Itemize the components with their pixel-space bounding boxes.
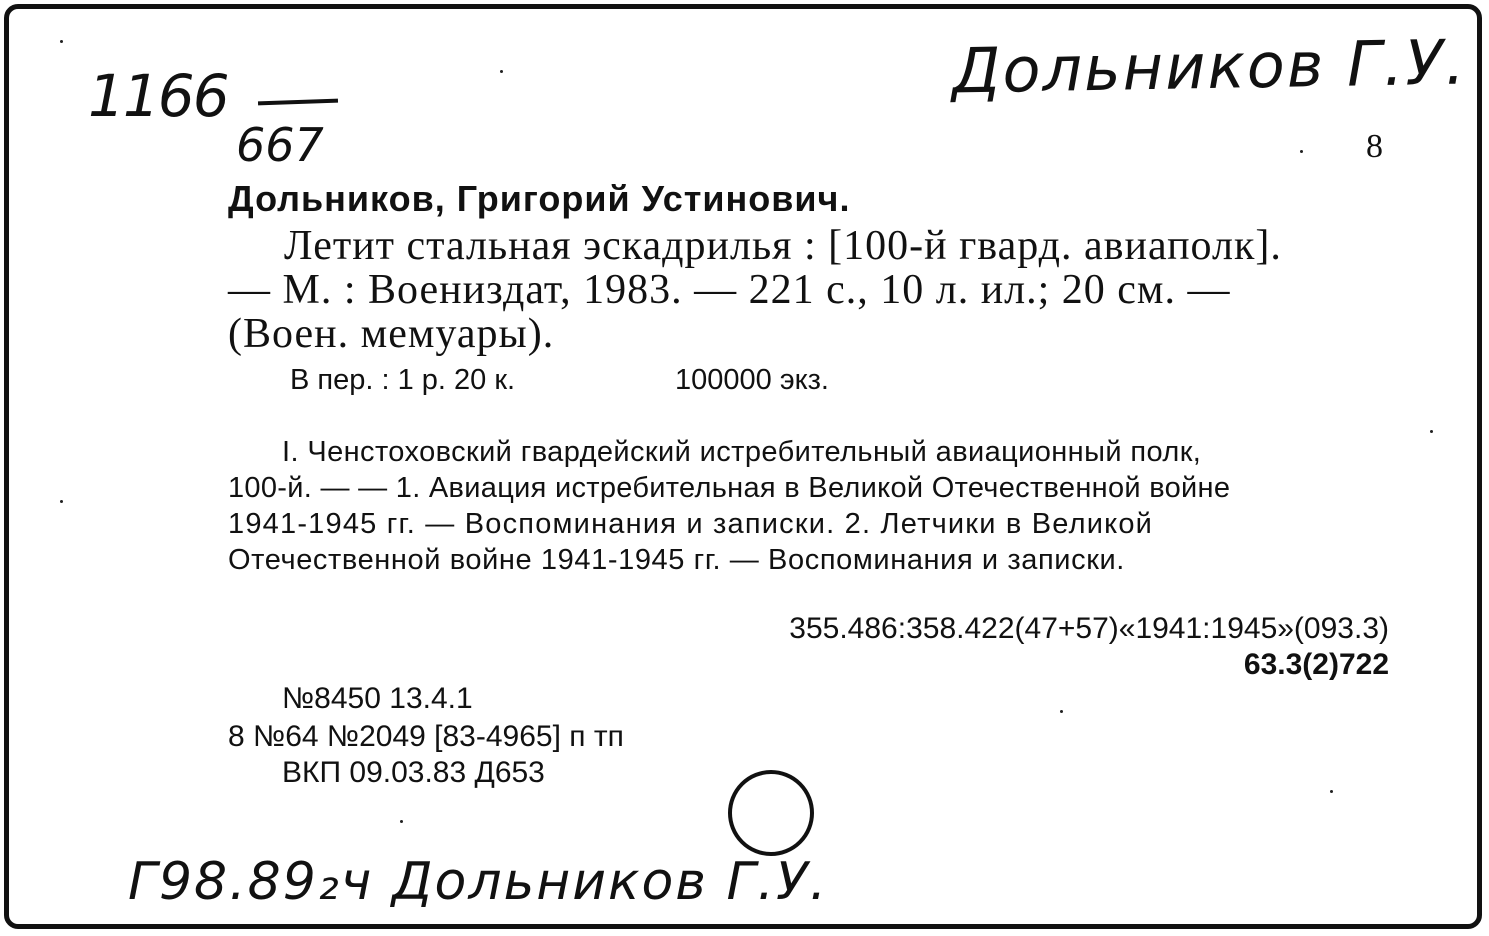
scan-speck [60,40,63,43]
card-number: 8 [1366,128,1383,165]
bbk-index: 63.3(2)722 [1243,648,1389,681]
scan-speck [60,500,63,503]
subject-line: Отечественной войне 1941-1945 гг. — Воспоминания и записки. [228,544,1125,576]
handwritten-author-top: Дольников Г.У. [951,25,1468,108]
service-line: №8450 13.4.1 [282,682,473,715]
scan-speck [1430,430,1433,433]
scan-speck [1330,790,1333,793]
card-punch-hole [728,770,814,856]
price-line: В пер. : 1 р. 20 к. [290,364,516,396]
description-line: Летит стальная эскадрилья : [100-й гвард. авиаполк]. [284,223,1282,269]
description-line: (Воен. мемуары). [228,311,555,357]
handwritten-bottom-note: Г98.89₂ч Дольников Г.У. [128,852,829,912]
author-heading: Дольников, Григорий Устинович. [228,178,851,219]
scan-speck [1300,150,1303,153]
service-line: 8 №64 №2049 [83-4965] п тп [228,720,624,753]
shelf-number-top: 1166 [88,62,228,130]
scan-speck [1060,710,1063,713]
shelf-number-bottom: 667 [236,118,324,172]
subject-line: I. Ченстоховский гвардейский истребительный авиационный полк, [282,436,1202,468]
udc-index: 355.486:358.422(47+57)«1941:1945»(093.3) [789,612,1389,645]
service-line: ВКП 09.03.83 Д653 [282,756,545,789]
scan-speck [400,820,403,823]
subject-line: 100-й. — — 1. Авиация истребительная в Великой Отечественной войне [228,472,1231,504]
copies-count: 100000 экз. [675,364,829,396]
handwritten-shelf-number [88,62,228,130]
description-line: — М. : Воениздат, 1983. — 221 с., 10 л. ил.; 20 см. — [228,267,1231,313]
subject-line: 1941-1945 гг. — Воспоминания и записки. 2. Летчики в Великой [228,508,1154,540]
scan-speck [500,70,503,73]
